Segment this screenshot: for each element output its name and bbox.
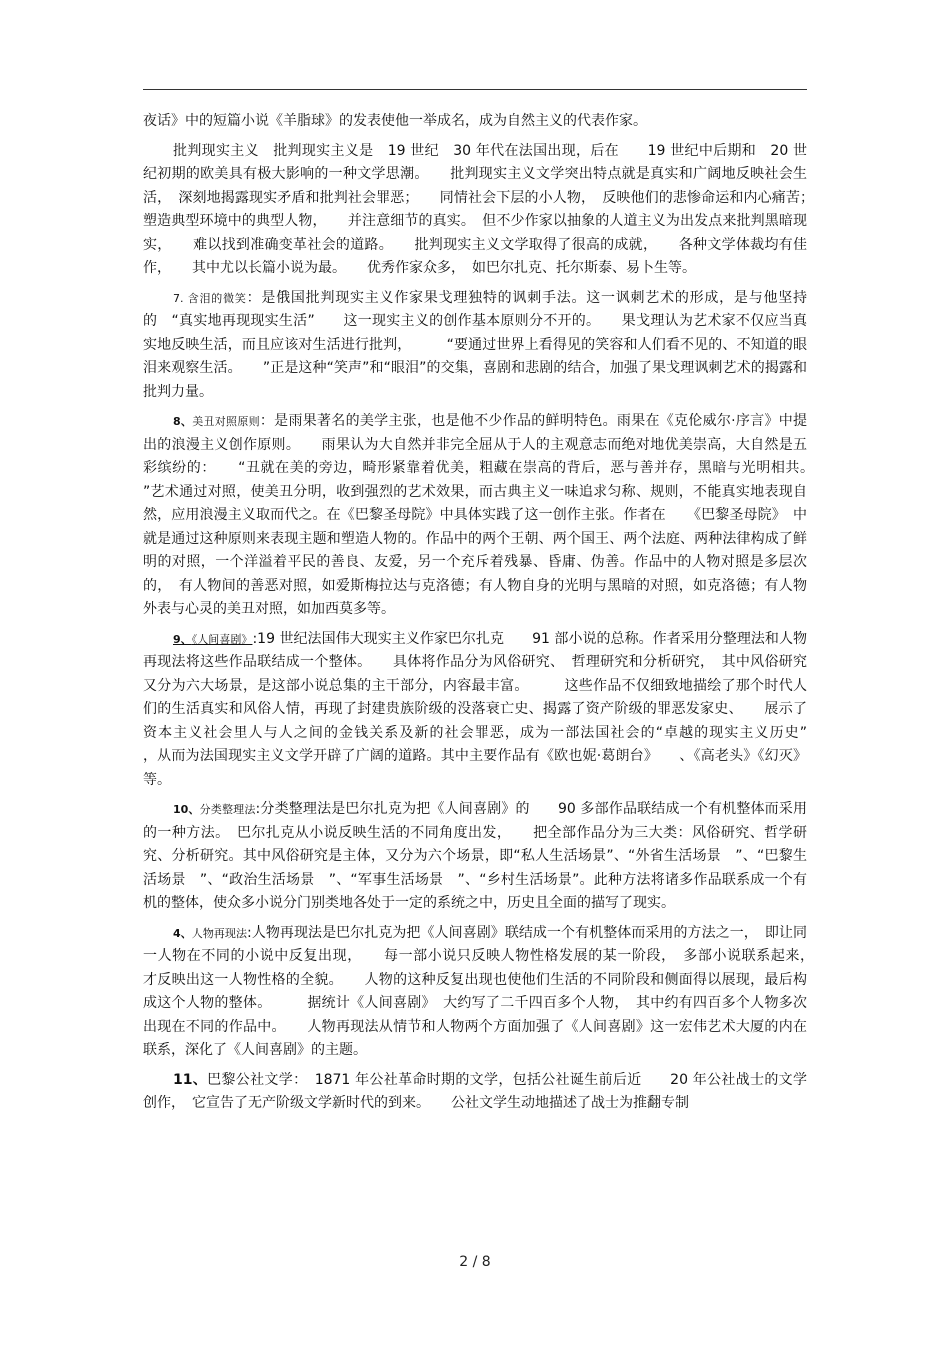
item-number: 7. (173, 291, 188, 305)
term-title: 含泪的微笑 (187, 291, 247, 305)
paragraph-classification-method: 10、分类整理法:分类整理法是巴尔扎克为把《人间喜剧》的 90 多部作品联结成一个有机整体而采用的一种方法。 巴尔扎克从小说反映生活的不同角度出发， 把全部作品分为三大类：风俗研究、哲学研究、分析研究。其中风俗研究是主体，又分为六个场景，即“私人生活场景”、“外省生活场景 ”、“巴黎生活场景 ”、“政治生活场景 ”、“军事生活场景 ”、“乡村生活场景”。此种方法将诸多作品联系成一个有机的整体，使众多小说分门别类地各处于一定的系统之中，历史且全面的描写了现实。 (143, 801, 807, 911)
item-number: 11、 (173, 1071, 208, 1088)
paragraph-critical-realism: 批判现实主义 批判现实主义是 19 世纪 30 年代在法国出现，后在 19 世纪中后期和 20 世纪初期的欧美具有极大影响的一种文学思潮。 批判现实主义文学突出特点就是真实和广阔地反映社会生活， 深刻地揭露现实矛盾和批判社会罪恶； 同情社会下层的小人物， 反映他们的悲惨命运和内心痛苦； 塑造典型环境中的典型人物， 并注意细节的真实。 但不少作家以抽象的人道主义为出发点来批判黑暗现实， 难以找到准确变革社会的道路。 批判现实主义文学取得了很高的成就， 各种文学体裁均有佳作， 其中尤以长篇小说为最。 优秀作家众多， 如巴尔扎克、托尔斯泰、易卜生等。 (143, 142, 835, 276)
paragraph-character-reappearance: 4、人物再现法:人物再现法是巴尔扎克为把《人间喜剧》联结成一个有机整体而采用的方法之一， 即让同一人物在不同的小说中反复出现， 每一部小说只反映人物性格发展的某一阶段， 多部小说联系起来， 才反映出这一人物性格的全貌。 人物的这种反复出现也使他们生活的不同阶段和侧面得以展现，最后构成这个人物的整体。 据统计《人间喜剧》 大约写了二千四百多个人物， 其中约有四百多个人物多次出现在不同的作品中。 人物再现法从情节和人物两个方面加强了《人间喜剧》这一宏伟艺术大厦的内在联系，深化了《人间喜剧》的主题。 (143, 924, 835, 1058)
paragraph-beauty-ugliness-contrast: 8、美丑对照原则：是雨果著名的美学主张，也是他不少作品的鲜明特色。雨果在《克伦威尔·序言》中提出的浪漫主义创作原则。 雨果认为大自然并非完全屈从于人的主观意志而绝对地优美崇高，大自然是五彩缤纷的： “丑就在美的旁边，畸形紧靠着优美，粗藏在崇高的背后，恶与善并存，黑暗与光明相共。 ”艺术通过对照，使美丑分明，收到强烈的艺术效果，而古典主义一味追求匀称、规则，不能真实地表现自然，应用浪漫主义取而代之。在《巴黎圣母院》中具体实践了这一创作主张。作者在 《巴黎圣母院》 中就是通过这种原则来表现主题和塑造人物的。作品中的两个王朝、两个国王、两个法庭、两种法律构成了鲜明的对照，一个洋溢着平民的善良、友爱，另一个充斥着残暴、昏庸、伪善。作品中的人物对照是多层次的， 有人物间的善恶对照，如爱斯梅拉达与克洛德；有人物自身的光明与黑暗的对照，如克洛德；有人物外表与心灵的美丑对照，如加西莫多等。 (143, 413, 835, 617)
paragraph-tearful-smile: 7. 含泪的微笑：是俄国批判现实主义作家果戈理独特的讽刺手法。这一讽刺艺术的形成，是与他坚持的 “真实地再现现实生活” 这一现实主义的创作基本原则分不开的。 果戈理认为艺术家不仅应当真实地反映生活，而且应该对生活进行批判， “要通过世界上看得见的笑容和人们看不见的、不知道的眼泪来观察生活。 ”正是这种“笑声”和“眼泪”的交集，喜剧和悲剧的结合，加强了果戈理讽刺艺术的揭露和批判力量。 (143, 289, 808, 400)
paragraph-naturalism-end: 夜话》中的短篇小说《羊脂球》的发表使他一举成名，成为自然主义的代表作家。 (143, 113, 647, 129)
paragraph-human-comedy: 9、《人间喜剧》:19 世纪法国伟大现实主义作家巴尔扎克 91 部小说的总称。作者采用分整理法和人物再现法将这些作品联结成一个整体。 具体将作品分为风俗研究、 哲理研究和分析研究， 其中风俗研究又分为六大场景，是这部小说总集的主干部分，内容最丰富。 这些作品不仅细致地描绘了那个时代人们的生活真实和风俗人情，再现了封建贵族阶级的没落衰亡史、揭露了资产阶级的罪恶发家史、 展示了资本主义社会里人与人之间的金钱关系及新的社会罪恶，成为一部法国社会的“卓越的现实主义历史” ，从而为法国现实主义文学开辟了广阔的道路。其中主要作品有《欧也妮·葛朗台》 、《高老头》《幻灭》等。 (143, 630, 849, 788)
item-number: 10、 (173, 803, 200, 816)
term-title: 美丑对照原则 (192, 415, 260, 428)
term-title: 巴黎公社文学 (207, 1071, 294, 1088)
header-rule (143, 89, 807, 90)
item-number: 9、 (173, 632, 192, 646)
item-number: 8、 (173, 415, 193, 428)
term-title: 分类整理法 (199, 803, 256, 816)
paragraph-paris-commune-literature: 11、巴黎公社文学： 1871 年公社革命时期的文学，包括公社诞生前后近 20 年公社战士的文学创作， 它宣告了无产阶级文学新时代的到来。 公社文学生动地描述了战士为推翻专制 (143, 1071, 808, 1111)
term-title: 人物再现法 (191, 926, 248, 940)
term-title: 《人间喜剧》 (191, 632, 253, 646)
document-body (143, 110, 849, 1122)
page-number: 2 / 8 (459, 1254, 491, 1270)
item-number: 4、 (173, 926, 192, 940)
